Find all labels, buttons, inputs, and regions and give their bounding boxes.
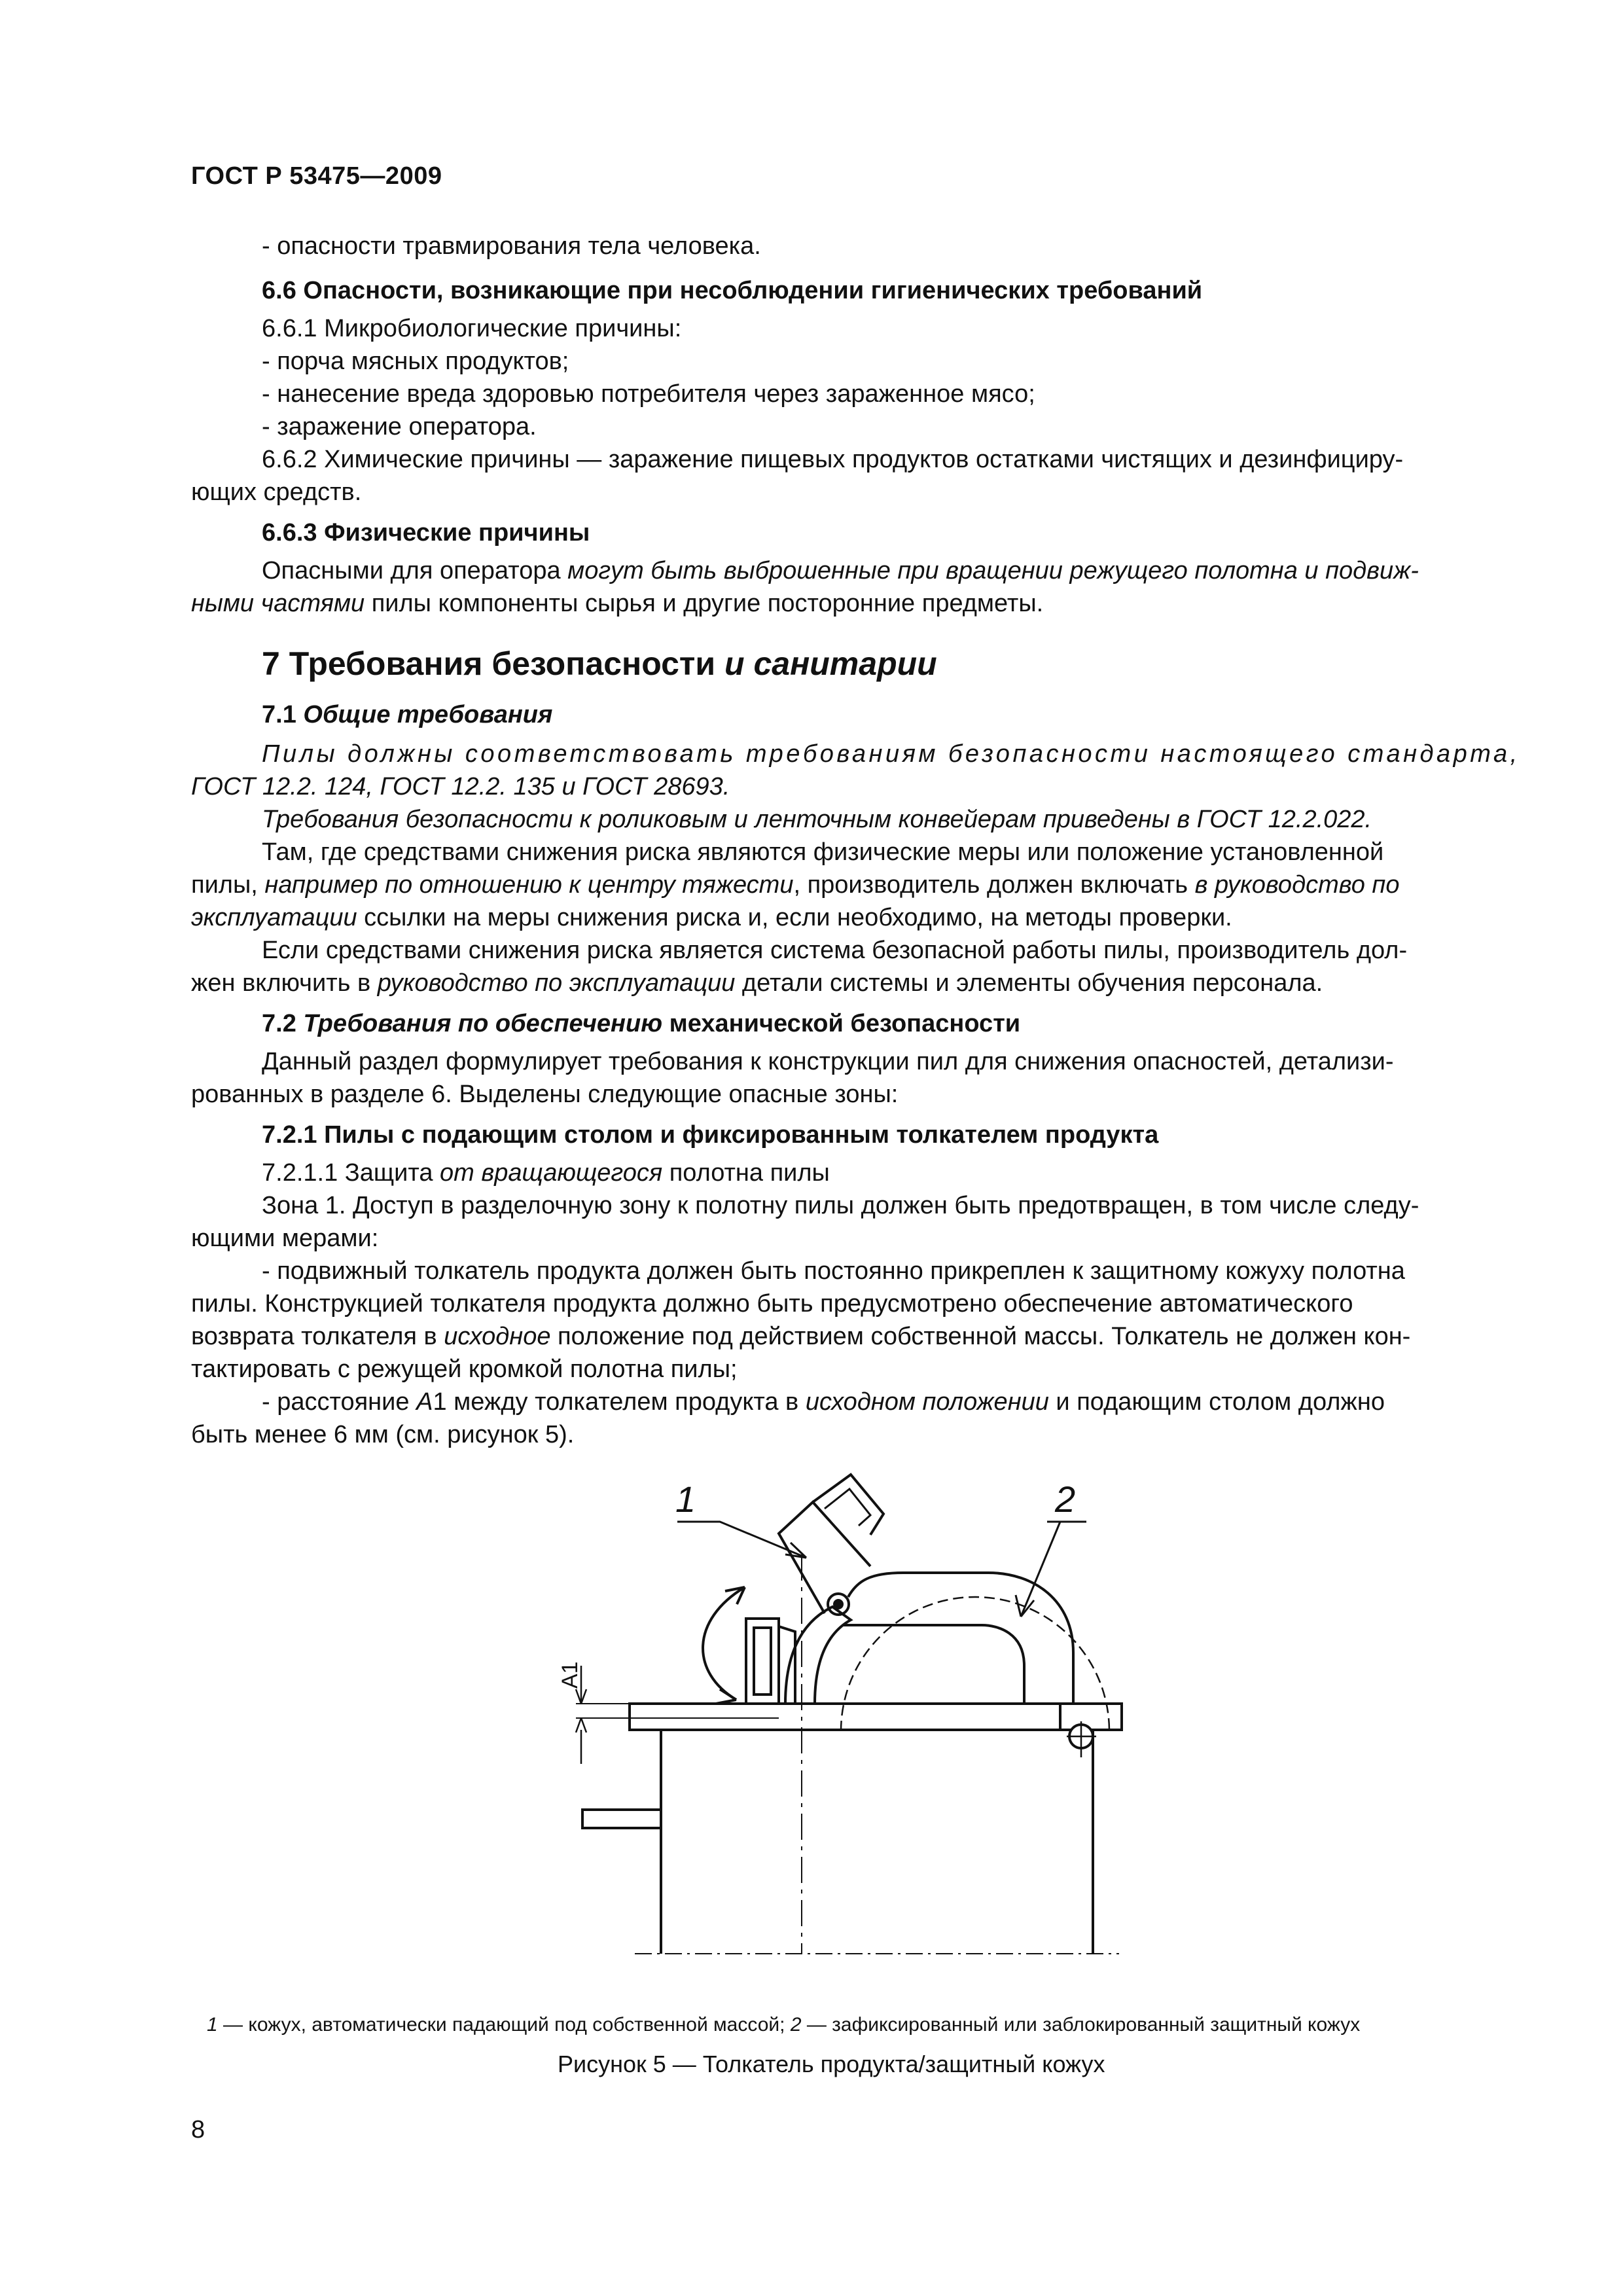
paragraph-line: эксплуатации ссылки на меры снижения риска и, если необходимо, на методы проверки. [191, 904, 1232, 931]
guard-2-inner-contour [843, 1625, 1024, 1704]
list-item: - порча мясных продуктов; [262, 348, 569, 375]
paragraph-line: пилы. Конструкцией толкателя продукта должно быть предусмотрено обеспечение автоматического [191, 1290, 1353, 1318]
guard-1-hinged-lid [779, 1502, 870, 1613]
callout-1-label: 1 [675, 1479, 696, 1520]
paragraph-line: Данный раздел формулирует требования к конструкции пил для снижения опасностей, детализи- [262, 1048, 1394, 1075]
paragraph-line: 7.2.1.1 Защита от вращающегося полотна пилы [262, 1159, 830, 1187]
side-handle [582, 1810, 661, 1828]
paragraph-line: возврата толкателя в исходное положение под действием собственной массы. Толкатель не должен кон- [191, 1323, 1411, 1350]
guard-1-lid-top [813, 1475, 883, 1535]
dimension-a1-extension [576, 1704, 779, 1718]
feed-table [630, 1704, 1122, 1730]
saw-blade-dashed-arc [841, 1597, 1109, 1731]
callout-2-leader [1021, 1522, 1086, 1617]
paragraph-line: рованных в разделе 6. Выделены следующие опасные зоны: [191, 1081, 899, 1108]
paragraph-line: ющих средств. [191, 478, 362, 506]
guard-1-lid-slot [825, 1489, 870, 1526]
list-item: - опасности травмирования тела человека. [262, 232, 761, 260]
section-heading-7: 7 Требования безопасности и санитарии [262, 645, 937, 682]
paragraph-line: быть менее 6 мм (см. рисунок 5). [191, 1421, 575, 1448]
paragraph-line: пилы, например по отношению к центру тяжести, производитель должен включать в руководство по [191, 871, 1400, 899]
figure-legend: 1 — кожух, автоматически падающий под собственной массой; 2 — зафиксированный или заблокированный защитный кожух [207, 2014, 1361, 2036]
paragraph-line: тактировать с режущей кромкой полотна пилы; [191, 1355, 738, 1383]
paragraph-line: жен включить в руководство по эксплуатации детали системы и элементы обучения персонала. [191, 969, 1323, 997]
lid-swing-arrow [703, 1587, 745, 1700]
pusher-plate-inner [754, 1628, 771, 1695]
paragraph-line: Пилы должны соответствовать требованиям безопасности настоящего стандарта, [262, 740, 1520, 768]
paragraph-line: - подвижный толкатель продукта должен быть постоянно прикреплен к защитному кожуху полотна [262, 1257, 1405, 1285]
paragraph-line: Требования безопасности к роликовым и ленточным конвейерам приведены в ГОСТ 12.2.022. [262, 806, 1372, 833]
subsection-heading-7-2-1: 7.2.1 Пилы с подающим столом и фиксированным толкателем продукта [262, 1121, 1159, 1149]
hinge-pivot-inner [834, 1600, 842, 1608]
pusher-plate [746, 1619, 779, 1704]
figure-5-drawing [558, 1456, 1139, 1967]
subsection-heading-6-6-3: 6.6.3 Физические причины [262, 519, 590, 547]
page-number: 8 [191, 2116, 205, 2144]
callout-2-label: 2 [1055, 1479, 1076, 1520]
paragraph-line: ными частями пилы компоненты сырья и другие посторонние предметы. [191, 590, 1044, 617]
subsection-6-6-2: 6.6.2 Химические причины — заражение пищевых продуктов остатками чистящих и дезинфициру- [262, 446, 1404, 473]
paragraph-line: Опасными для оператора могут быть выброшенные при вращении режущего полотна и подвиж- [262, 557, 1419, 584]
subsection-6-6-1: 6.6.1 Микробиологические причины: [262, 315, 682, 342]
paragraph-line: ющими мерами: [191, 1225, 379, 1252]
document-code-header: ГОСТ Р 53475—2009 [191, 162, 442, 190]
paragraph-line: Там, где средствами снижения риска являются физические меры или положение установленной [262, 838, 1384, 866]
section-heading-6-6: 6.6 Опасности, возникающие при несоблюдении гигиенических требований [262, 277, 1203, 304]
paragraph-line: Зона 1. Доступ в разделочную зону к полотну пилы должен быть предотвращен, в том числе следу- [262, 1192, 1419, 1219]
paragraph-line: ГОСТ 12.2. 124, ГОСТ 12.2. 135 и ГОСТ 28693. [191, 773, 730, 800]
product-pusher [779, 1626, 795, 1705]
subsection-heading-7-1: 7.1 Общие требования [262, 701, 553, 728]
subsection-heading-7-2: 7.2 Требования по обеспечению механической безопасности [262, 1010, 1021, 1037]
dimension-a1-label: А1 [558, 1661, 582, 1689]
paragraph-line: - расстояние А1 между толкателем продукта в исходном положении и подающим столом должно [262, 1388, 1385, 1416]
paragraph-line: Если средствами снижения риска является система безопасной работы пилы, производитель дол- [262, 937, 1408, 964]
list-item: - заражение оператора. [262, 413, 537, 440]
figure-caption: Рисунок 5 — Толкатель продукта/защитный кожух [558, 2051, 1105, 2077]
list-item: - нанесение вреда здоровью потребителя через зараженное мясо; [262, 380, 1035, 408]
guard-2-outer-contour [848, 1573, 1073, 1704]
